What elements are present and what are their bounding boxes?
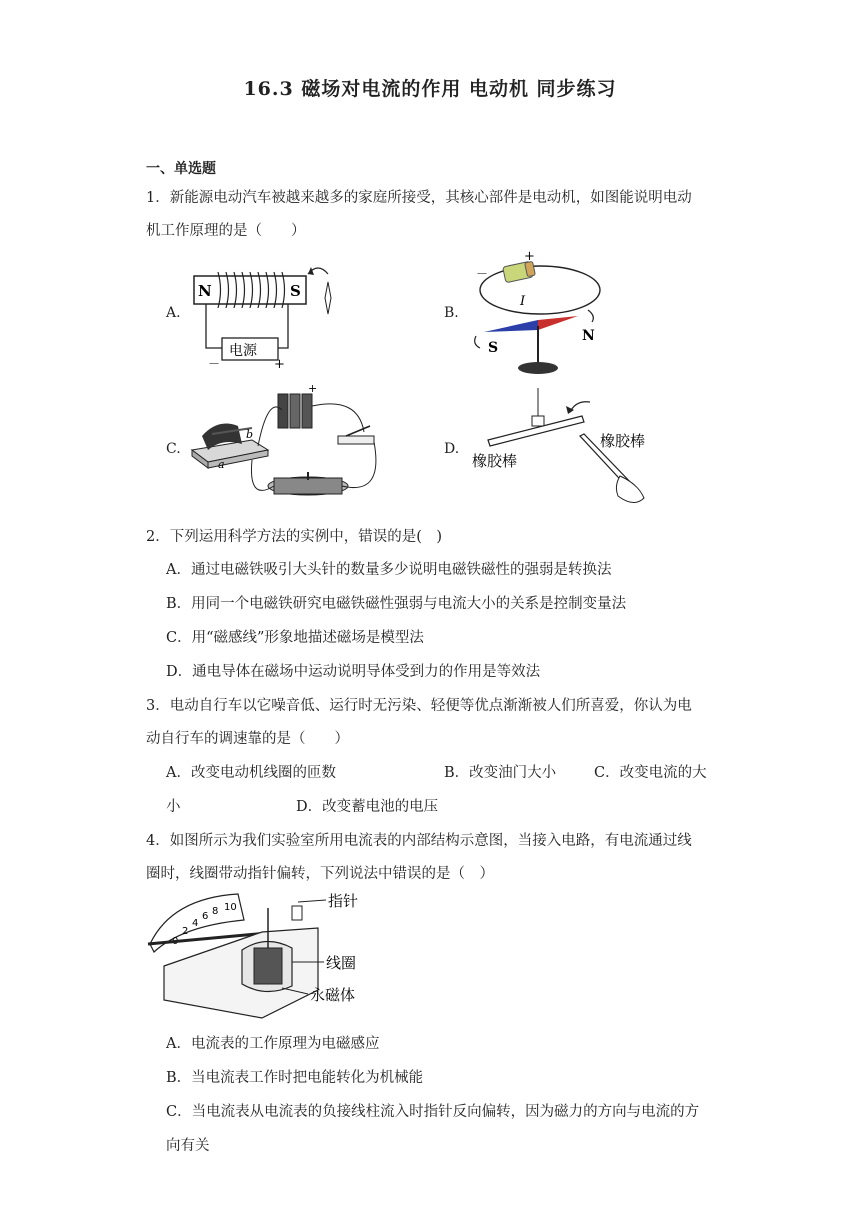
q4-option-c-line2[interactable]: 向有关 (166, 1138, 210, 1154)
figure-a-electromagnet (190, 262, 350, 374)
figure-d-rubber-rods (468, 386, 658, 510)
figure-ammeter-structure (142, 890, 382, 1024)
q1-option-b-label[interactable]: B. (444, 305, 459, 321)
fig-a-minus: － (208, 357, 221, 371)
fig-c-plus: + (308, 382, 318, 395)
fig-b-n-label: N (582, 328, 595, 344)
q4-option-a[interactable]: A．电流表的工作原理为电磁感应 (166, 1036, 380, 1052)
q4-option-b[interactable]: B．当电流表工作时把电能转化为机械能 (166, 1070, 424, 1086)
q1-option-d-label[interactable]: D. (444, 441, 460, 457)
q1-stem-line2: 机工作原理的是（ ） (146, 223, 306, 239)
fig-b-s-label: S (488, 340, 499, 356)
fig-c-a-label: a (218, 458, 225, 471)
q1-option-a-label[interactable]: A. (166, 305, 181, 321)
q4-stem-line2: 圈时，线圈带动指针偏转，下列说法中错误的是（ ） (146, 866, 494, 882)
tick-4: 4 (192, 918, 199, 929)
q2-stem: 2．下列运用科学方法的实例中，错误的是( ) (146, 529, 443, 545)
q1-option-c-label[interactable]: C. (166, 441, 181, 457)
fig-a-source-label: 电源 (229, 343, 257, 359)
tick-2: 2 (182, 926, 189, 937)
fig-b-current-label: I (520, 294, 526, 309)
tick-10: 10 (224, 902, 237, 913)
fig-b-minus: － (476, 267, 489, 281)
q2-option-a[interactable]: A．通过电磁铁吸引大头针的数量多少说明电磁铁磁性的强弱是转换法 (166, 562, 612, 578)
page-title: 16.3 磁场对电流的作用 电动机 同步练习 (243, 78, 617, 100)
tick-8: 8 (212, 906, 219, 917)
fig-a-plus: + (274, 357, 285, 372)
section-heading: 一、单选题 (146, 161, 216, 177)
label-magnet: 永磁体 (310, 986, 356, 1004)
q1-stem-line1: 1．新能源电动汽车被越来越多的家庭所接受，其核心部件是电动机，如图能说明电动 (146, 190, 692, 206)
fig-d-rod-left-label: 橡胶棒 (472, 452, 518, 470)
tick-6: 6 (202, 911, 209, 922)
fig-b-plus: + (524, 249, 535, 264)
q3-stem-line1: 3．电动自行车以它噪音低、运行时无污染、轻便等优点渐渐被人们所喜爱，你认为电 (146, 698, 692, 714)
fig-a-n-label: N (198, 282, 212, 300)
label-coil: 线圈 (326, 954, 357, 972)
q2-option-c[interactable]: C．用“磁感线”形象地描述磁场是模型法 (166, 630, 424, 646)
figure-c-motor-circuit (188, 382, 388, 512)
q3-option-a[interactable]: A．改变电动机线圈的匝数 (166, 765, 336, 781)
q3-stem-line2: 动自行车的调速靠的是（ ） (146, 731, 349, 747)
q3-option-b[interactable]: B．改变油门大小 (444, 765, 557, 781)
q3-option-c-part2[interactable]: 小 (166, 799, 181, 815)
fig-d-rod-right-label: 橡胶棒 (600, 432, 646, 450)
q3-option-c-part1[interactable]: C．改变电流的大 (594, 765, 707, 781)
label-pointer: 指针 (328, 892, 359, 910)
q4-stem-line1: 4．如图所示为我们实验室所用电流表的内部结构示意图，当接入电路，有电流通过线 (146, 833, 692, 849)
figure-b-oersted (470, 248, 620, 376)
q2-option-d[interactable]: D．通电导体在磁场中运动说明导体受到力的作用是等效法 (166, 664, 541, 680)
q4-option-c-line1[interactable]: C．当电流表从电流表的负接线柱流入时指针反向偏转，因为磁力的方向与电流的方 (166, 1104, 700, 1120)
q2-option-b[interactable]: B．用同一个电磁铁研究电磁铁磁性强弱与电流大小的关系是控制变量法 (166, 596, 627, 612)
fig-c-b-label: b (246, 428, 254, 441)
q3-option-d[interactable]: D．改变蓄电池的电压 (296, 799, 439, 815)
fig-a-s-label: S (290, 282, 301, 300)
